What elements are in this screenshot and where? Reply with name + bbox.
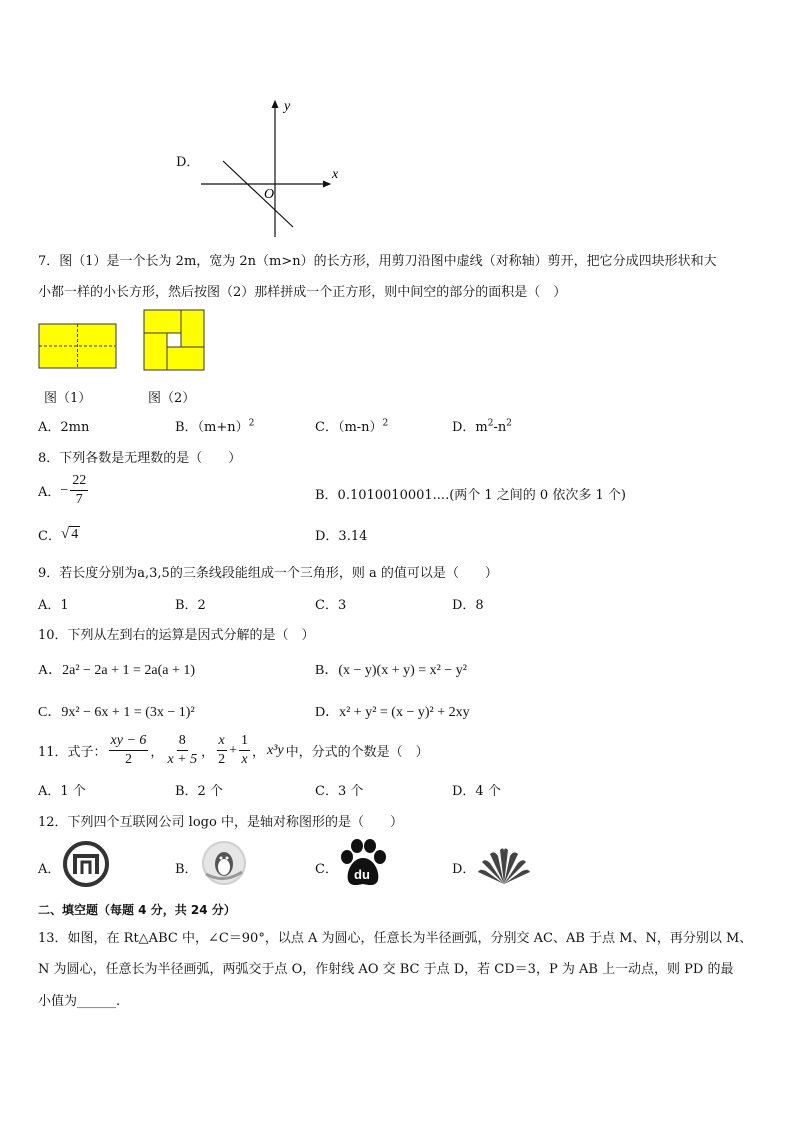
q9-stem: 9．若长度分别为a,3,5的三条线段能组成一个三角形，则 a 的值可以是（ ） [38,566,498,581]
maxthon-logo-icon [60,840,112,888]
huawei-petal-logo-icon [476,844,532,888]
q11-option-d: D．4 个 [452,784,501,799]
q8-option-b: B．0.1010010001....(两个 1 之间的 0 依次多 1 个) [315,488,626,503]
q11-option-a: A．1 个 [38,784,86,799]
q11-stem: 11．式子： $\frac{xy - 6}{2}$ ， $\frac{8}{x + 5}$ ， $\frac{x}{2}$ + $\frac{1}{x}$ ， x³y 中，分式的个数是（ ） [38,733,429,767]
q11-option-b: B．2 个 [175,784,223,799]
q8-option-c: C． √ 4 [38,526,79,544]
baidu-logo-text: du [354,867,370,882]
q7-fig1-caption: 图（1） [44,391,92,406]
section2-title: 二、填空题（每题 4 分，共 24 分） [38,903,236,917]
q8-option-a: A． − $\frac{22}{7}$ [38,473,87,507]
q13-line2: N 为圆心，任意长为半径画弧，两弧交于点 O，作射线 AO 交 BC 于点 D，若 CD＝3，P 为 AB 上一动点，则 PD 的最 [38,962,734,977]
q6-option-d-graph [195,95,345,240]
q10-option-c: C．9x² − 6x + 1 = (3x − 1)² [38,705,195,720]
baidu-paw-logo-icon [338,838,388,888]
origin-label: O [264,187,275,202]
q10-option-d: D．x² + y² = (x − y)² + 2xy [315,705,470,720]
q13-line3: 小值为______. [38,994,121,1009]
x-axis-label: x [332,167,339,182]
q13-line1: 13．如图，在 Rt△ABC 中，∠C＝90°，以点 A 为圆心，任意长为半径画弧，分别交 AC、AB 于点 M、N，再分别以 M、 [38,931,753,946]
center-hole [167,333,181,347]
q10-option-b: B．(x − y)(x + y) = x² − y² [315,663,467,678]
q7-option-c: C．$(m-n)^2$ [315,418,389,435]
q9-option-c: C．3 [315,598,347,613]
q12-stem: 12．下列四个互联网公司 logo 中，是轴对称图形的是（ ） [38,815,403,830]
q8-option-d: D．3.14 [315,529,368,544]
function-line [223,161,293,227]
q6-option-d-label: D． [176,155,200,170]
q10-option-a: A．2a² − 2a + 1 = 2a(a + 1) [38,663,196,678]
q7-option-d: D．$m^2-n^2$ [452,418,512,435]
q7-option-b: B．$(m+n)^2$ [175,418,255,435]
q10-stem: 10．下列从左到右的运算是因式分解的是（ ） [38,628,315,643]
q8-stem: 8．下列各数是无理数的是（ ） [38,451,242,466]
q12-option-d-label: D． [452,862,476,877]
q9-option-d: D．8 [452,598,484,613]
q7-option-a: A．2mn [38,420,90,435]
q12-option-b-label: B． [175,862,198,877]
q9-option-a: A．1 [38,598,69,613]
q7-figure-1 [38,323,118,370]
q12-option-a-label: A． [38,862,61,877]
q7-stem-line1: 7．图（1）是一个长为 2m，宽为 2n（m>n）的长方形，用剪刀沿图中虚线（对称轴）剪开，把它分成四块形状和大 [38,254,717,269]
q11-option-c: C．3 个 [315,784,364,799]
q9-option-b: B．2 [175,598,206,613]
y-axis-label: y [284,99,291,114]
q12-option-c-label: C． [315,862,338,877]
q7-fig2-caption: 图（2） [148,391,196,406]
q7-stem-line2: 小都一样的小长方形，然后按图（2）那样拼成一个正方形，则中间空的部分的面积是（ ） [38,285,567,300]
penguin-logo-icon [198,838,250,888]
q7-figure-2 [143,309,206,372]
